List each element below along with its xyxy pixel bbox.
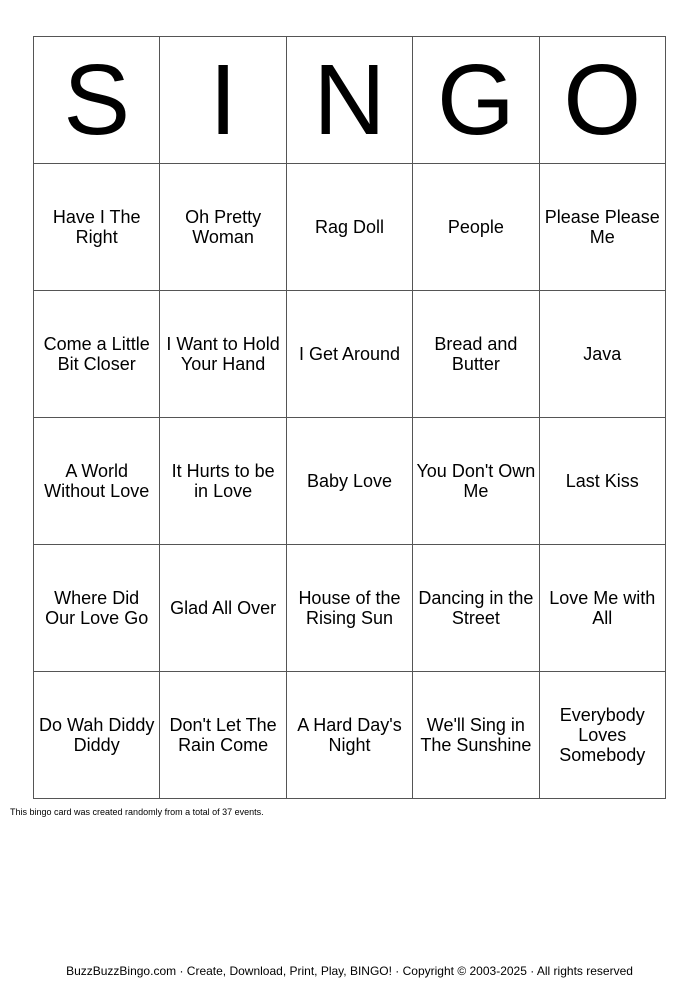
card-note: This bingo card was created randomly from a total of 37 events. — [10, 807, 264, 817]
bingo-cell: Rag Doll — [286, 164, 412, 291]
header-row — [34, 37, 666, 164]
bingo-cell: You Don't Own Me — [413, 418, 539, 545]
card-row — [34, 672, 666, 799]
bingo-cell: We'll Sing in The Sunshine — [413, 672, 539, 799]
bingo-cell: Last Kiss — [539, 418, 665, 545]
bingo-cell: Dancing in the Street — [413, 545, 539, 672]
header-letter: G — [413, 37, 539, 164]
bingo-cell: People — [413, 164, 539, 291]
bingo-cell: Have I The Right — [34, 164, 160, 291]
bingo-cell: Everybody Loves Somebody — [539, 672, 665, 799]
bingo-cell: A Hard Day's Night — [286, 672, 412, 799]
bingo-cell: I Get Around — [286, 291, 412, 418]
card-row — [34, 545, 666, 672]
card-row — [34, 418, 666, 545]
header-letter: O — [539, 37, 665, 164]
bingo-card — [33, 36, 666, 799]
header-letter: N — [286, 37, 412, 164]
bingo-cell: House of the Rising Sun — [286, 545, 412, 672]
header-letter: S — [34, 37, 160, 164]
bingo-cell: Java — [539, 291, 665, 418]
bingo-cell: Do Wah Diddy Diddy — [34, 672, 160, 799]
bingo-cell: Where Did Our Love Go — [34, 545, 160, 672]
bingo-cell: Oh Pretty Woman — [160, 164, 286, 291]
bingo-cell: Come a Little Bit Closer — [34, 291, 160, 418]
card-row — [34, 291, 666, 418]
bingo-cell: It Hurts to be in Love — [160, 418, 286, 545]
bingo-cell: Bread and Butter — [413, 291, 539, 418]
bingo-cell: A World Without Love — [34, 418, 160, 545]
page-footer: BuzzBuzzBingo.com · Create, Download, Print, Play, BINGO! · Copyright © 2003-2025 · All rights reserved — [66, 964, 633, 978]
header-letter: I — [160, 37, 286, 164]
bingo-cell: Baby Love — [286, 418, 412, 545]
card-row — [34, 164, 666, 291]
bingo-cell: Please Please Me — [539, 164, 665, 291]
bingo-cell: I Want to Hold Your Hand — [160, 291, 286, 418]
bingo-cell: Don't Let The Rain Come — [160, 672, 286, 799]
bingo-cell: Love Me with All — [539, 545, 665, 672]
bingo-cell: Glad All Over — [160, 545, 286, 672]
